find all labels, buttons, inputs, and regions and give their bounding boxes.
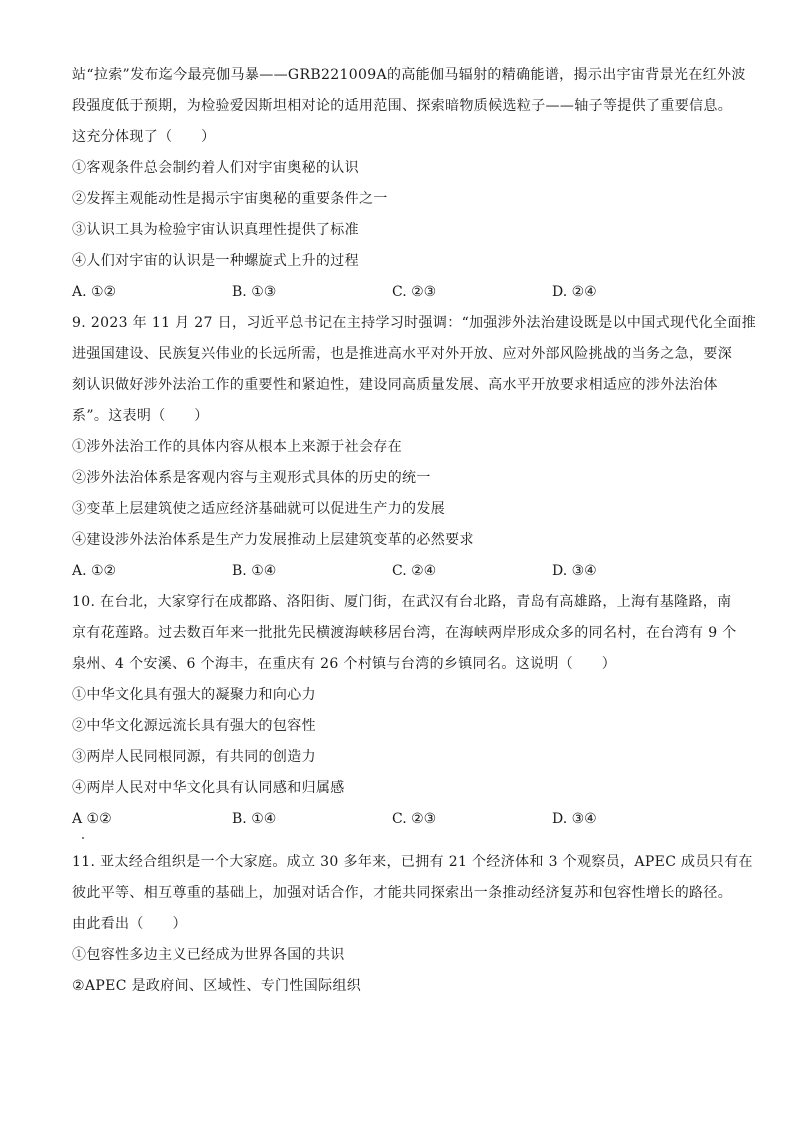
question-8 <box>72 60 746 308</box>
option-b[interactable]: B. ①④ <box>232 811 277 827</box>
stray-dot-mark <box>72 835 724 847</box>
question-stem-line: 9. 2023 年 11 月 27 日，习近平总书记在主持学习时强调：“加强涉外法治建设既是以中国式现代化全面推 <box>72 315 757 331</box>
statement-3: ③认识工具为检验宇宙认识真理性提供了标准 <box>72 222 359 238</box>
option-a[interactable]: A ①② <box>72 811 112 827</box>
statement-4: ④两岸人民对中华文化具有认同感和归属感 <box>72 780 345 796</box>
statement-1: ①包容性多边主义已经成为世界各国的共识 <box>72 947 345 963</box>
question-stem-line: 彼此平等、相互尊重的基础上，加强对话合作，才能共同探索出一条推动经济复苏和包容性增长的路径。 <box>72 885 733 901</box>
option-d[interactable]: D. ③④ <box>552 811 597 827</box>
answer-options <box>72 277 724 308</box>
option-b[interactable]: B. ①③ <box>232 284 277 300</box>
question-9 <box>72 308 757 587</box>
statement-1: ①涉外法治工作的具体内容从根本上来源于社会存在 <box>72 439 403 455</box>
option-a[interactable]: A. ①② <box>72 563 117 579</box>
option-c[interactable]: C. ②④ <box>392 563 437 579</box>
question-stem-line: 系”。这表明（ ） <box>72 408 209 424</box>
question-stem-line: 进强国建设、民族复兴伟业的长远所需，也是推进高水平对外开放、应对外部风险挑战的当务之急，要深 <box>72 346 733 362</box>
answer-options <box>72 556 724 587</box>
question-11 <box>72 847 753 1002</box>
option-b[interactable]: B. ①④ <box>232 563 277 579</box>
question-stem-line: 刻认识做好涉外法治工作的重要性和紧迫性，建设同高质量发展、高水平开放要求相适应的涉外法治体 <box>72 377 718 393</box>
statement-2: ②APEC 是政府间、区域性、专门性国际组织 <box>72 978 362 994</box>
document-page <box>72 60 757 1002</box>
question-stem-line: 11. 亚太经合组织是一个大家庭。成立 30 多年来，已拥有 21 个经济体和 3 个观察员，APEC 成员只有在 <box>72 854 753 870</box>
statement-4: ④建设涉外法治体系是生产力发展推动上层建筑变革的必然要求 <box>72 532 474 548</box>
answer-options <box>72 804 724 835</box>
statement-2: ②发挥主观能动性是揭示宇宙奥秘的重要条件之一 <box>72 191 388 207</box>
statement-4: ④人们对宇宙的认识是一种螺旋式上升的过程 <box>72 253 359 269</box>
question-10 <box>72 587 737 847</box>
option-c[interactable]: C. ②③ <box>392 811 437 827</box>
question-stem-line: 这充分体现了（ ） <box>72 129 216 145</box>
statement-1: ①中华文化具有强大的凝聚力和向心力 <box>72 687 316 703</box>
question-stem-line: 段强度低于预期，为检验爱因斯坦相对论的适用范围、探索暗物质候选粒子——轴子等提供了重要信息。 <box>72 98 733 114</box>
question-stem-line: 泉州、4 个安溪、6 个海丰，在重庆有 26 个村镇与台湾的乡镇同名。这说明（ ） <box>72 656 617 672</box>
question-stem-line: 10. 在台北，大家穿行在成都路、洛阳街、厦门街，在武汉有台北路，青岛有高雄路，上海有基隆路，南 <box>72 594 732 610</box>
statement-2: ②涉外法治体系是客观内容与主观形式具体的历史的统一 <box>72 470 431 486</box>
question-stem-line: 站“拉索”发布迄今最亮伽马暴——GRB221009A的高能伽马辐射的精确能谱，揭示出宇宙背景光在红外波 <box>72 67 746 83</box>
statement-1: ①客观条件总会制约着人们对宇宙奥秘的认识 <box>72 160 359 176</box>
option-a[interactable]: A. ①② <box>72 284 117 300</box>
question-stem-line: 由此看出（ ） <box>72 916 187 932</box>
statement-3: ③两岸人民同根同源，有共同的创造力 <box>72 749 316 765</box>
question-stem-line: 京有花莲路。过去数百年来一批批先民横渡海峡移居台湾，在海峡两岸形成众多的同名村，在台湾有 9 个 <box>72 625 737 641</box>
statement-2: ②中华文化源远流长具有强大的包容性 <box>72 718 316 734</box>
option-d[interactable]: D. ③④ <box>552 563 597 579</box>
option-c[interactable]: C. ②③ <box>392 284 437 300</box>
option-d[interactable]: D. ②④ <box>552 284 597 300</box>
statement-3: ③变革上层建筑使之适应经济基础就可以促进生产力的发展 <box>72 501 446 517</box>
